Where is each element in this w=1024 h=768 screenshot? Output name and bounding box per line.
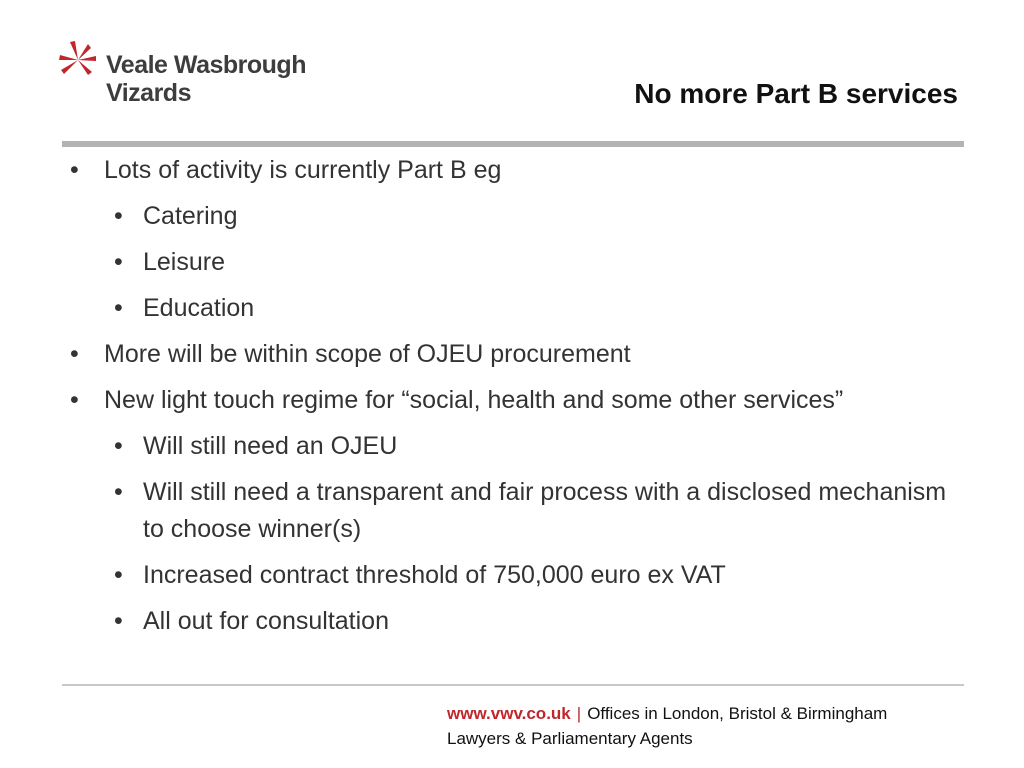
offices-text: Offices in London, Bristol & Birmingham <box>587 704 888 723</box>
sub-bullet-item <box>70 557 970 594</box>
sub-bullet-item <box>70 603 970 640</box>
bullet-list <box>70 152 970 649</box>
bullet-text: Will still need an OJEU <box>143 432 398 460</box>
brand-name <box>106 51 306 107</box>
tagline: Lawyers & Parliamentary Agents <box>447 729 693 748</box>
bullet-dot-icon: • <box>114 248 123 276</box>
bullet-text: Catering <box>143 202 238 230</box>
sub-bullet-item <box>70 474 970 548</box>
bullet-dot-icon: • <box>114 478 123 506</box>
sub-bullet-item <box>70 290 970 327</box>
bullet-item <box>70 382 970 419</box>
footer-line1 <box>447 701 887 726</box>
bullet-dot-icon: • <box>114 561 123 589</box>
sub-bullet-item <box>70 428 970 465</box>
brand-name-line2: Vizards <box>106 79 191 107</box>
bullet-text: All out for consultation <box>143 607 389 635</box>
bullet-item <box>70 336 970 373</box>
brand-starburst-icon <box>56 38 100 82</box>
footer-separator: | <box>576 704 582 723</box>
bullet-text: Lots of activity is currently Part B eg <box>104 156 502 184</box>
bullet-dot-icon: • <box>70 340 79 368</box>
sub-bullet-item <box>70 198 970 235</box>
bullet-text: More will be within scope of OJEU procurement <box>104 340 631 368</box>
bullet-dot-icon: • <box>70 156 79 184</box>
bullet-dot-icon: • <box>114 202 123 230</box>
bullet-text: Education <box>143 294 255 322</box>
footer <box>447 701 887 751</box>
bullet-text: Leisure <box>143 248 225 276</box>
slide-title: No more Part B services <box>634 78 958 109</box>
header-divider <box>62 141 964 147</box>
bullet-text: Increased contract threshold of 750,000 euro ex VAT <box>143 561 726 589</box>
footer-divider <box>62 684 964 686</box>
bullet-dot-icon: • <box>114 294 123 322</box>
brand-logo <box>56 38 316 108</box>
bullet-dot-icon: • <box>114 607 123 635</box>
brand-name-line1: Veale Wasbrough <box>106 51 306 79</box>
bullet-text: Will still need a transparent and fair process with a disclosed mechanism to choose winner(s) <box>143 478 947 543</box>
bullet-dot-icon: • <box>114 432 123 460</box>
bullet-dot-icon: • <box>70 386 79 414</box>
website-link[interactable]: www.vwv.co.uk <box>447 704 571 723</box>
bullet-item <box>70 152 970 189</box>
bullet-text: New light touch regime for “social, health and some other services” <box>104 386 844 414</box>
sub-bullet-item <box>70 244 970 281</box>
